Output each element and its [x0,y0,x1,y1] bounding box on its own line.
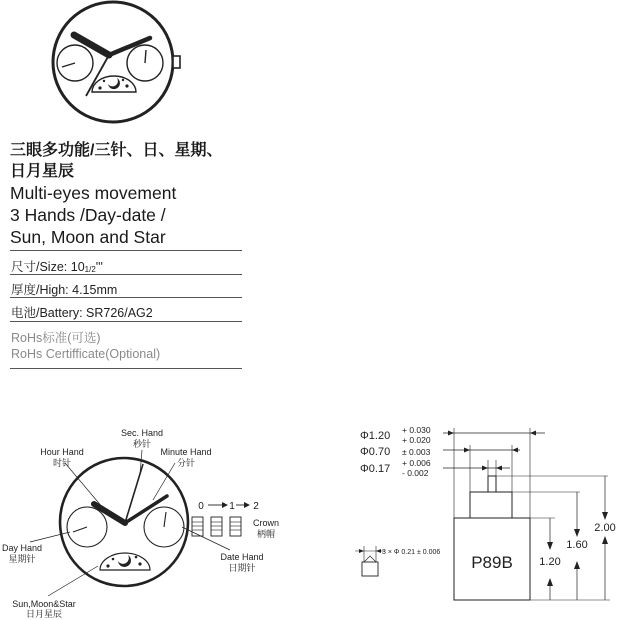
minute-hand [109,38,150,55]
height-2-00: 2.00 [594,522,616,534]
phi3-tol-upper: + 0.006 [402,458,431,468]
sec-hand-label-cn: 秒针 [132,439,152,449]
hole-callout [355,546,440,576]
sec-hand-label-en: Sec. Hand [120,428,164,438]
sun-moon-star-window [100,553,150,570]
title-cn-line2: 日月星辰 [10,163,75,180]
divider [10,368,242,369]
spec-rohs-cn: RoHs标准(可选) [11,331,101,345]
crown-pos-2: 2 [253,501,259,512]
spec-battery: 电池/Battery: SR726/AG2 [11,306,153,320]
height-1-60: 1.60 [566,539,588,551]
title-chinese [10,140,250,182]
divider [10,274,242,275]
spec-size: 尺寸/Size: $10_{1/2}'''$ [11,260,103,274]
dial-diagram [0,420,300,620]
day-hand-label-en: Day Hand [1,543,43,553]
crown-pos-1: 1 [229,501,235,512]
crown-pos-0: 0 [198,501,204,512]
phi2-value: Φ0.70 [360,446,391,458]
crown-label-cn: 柄帽 [256,529,276,539]
phi1-tol-lower: + 0.020 [402,435,431,445]
movement-icon [40,0,240,130]
phi2-tol: ± 0.003 [402,447,431,457]
phi3-value: Φ0.17 [360,463,391,475]
title-en-line1: Multi-eyes movement [10,183,177,203]
title-en-line2: 3 Hands /Day-date / [10,205,166,225]
divider [10,297,242,298]
phi3-tol-lower: - 0.002 [402,468,429,478]
title-cn-line1: 三眼多功能/三针、日、星期、 [10,142,223,159]
day-hand-label-cn: 星期针 [8,554,36,564]
spec-rohs-en: RoHs Certifficate(Optional) [11,347,161,361]
minute-hand-label-cn: 分针 [176,458,196,468]
second-hand [86,55,109,96]
date-hand-label-cn: 日期针 [228,563,256,573]
height-1-20: 1.20 [539,556,561,568]
model-label: P89B [471,553,513,572]
sms-label-en: Sun,Moon&Star [12,599,76,609]
date-hand-label-en: Date Hand [220,552,264,562]
title-en-line3: Sun, Moon and Star [10,227,166,247]
crown-label-en: Crown [252,518,280,528]
sun-moon-star-window [92,76,136,92]
phi1-value: Φ1.20 [360,430,391,442]
minute-hand-label-en: Minute Hand [160,447,212,457]
hour-hand-label-en: Hour Hand [40,447,84,457]
spec-height: 厚度/High: 4.15mm [11,283,118,297]
phi1-tol-upper: + 0.030 [402,425,431,435]
hour-hand-label-cn: 时针 [52,458,72,468]
dimension-drawing [340,420,620,620]
crown-positions [192,517,241,536]
divider [10,321,242,322]
title-english [10,182,250,248]
hole-spec: 3 × Φ 0.21 ± 0.006 [382,549,441,556]
sms-label-cn: 日月星辰 [25,609,63,619]
divider [10,250,242,251]
